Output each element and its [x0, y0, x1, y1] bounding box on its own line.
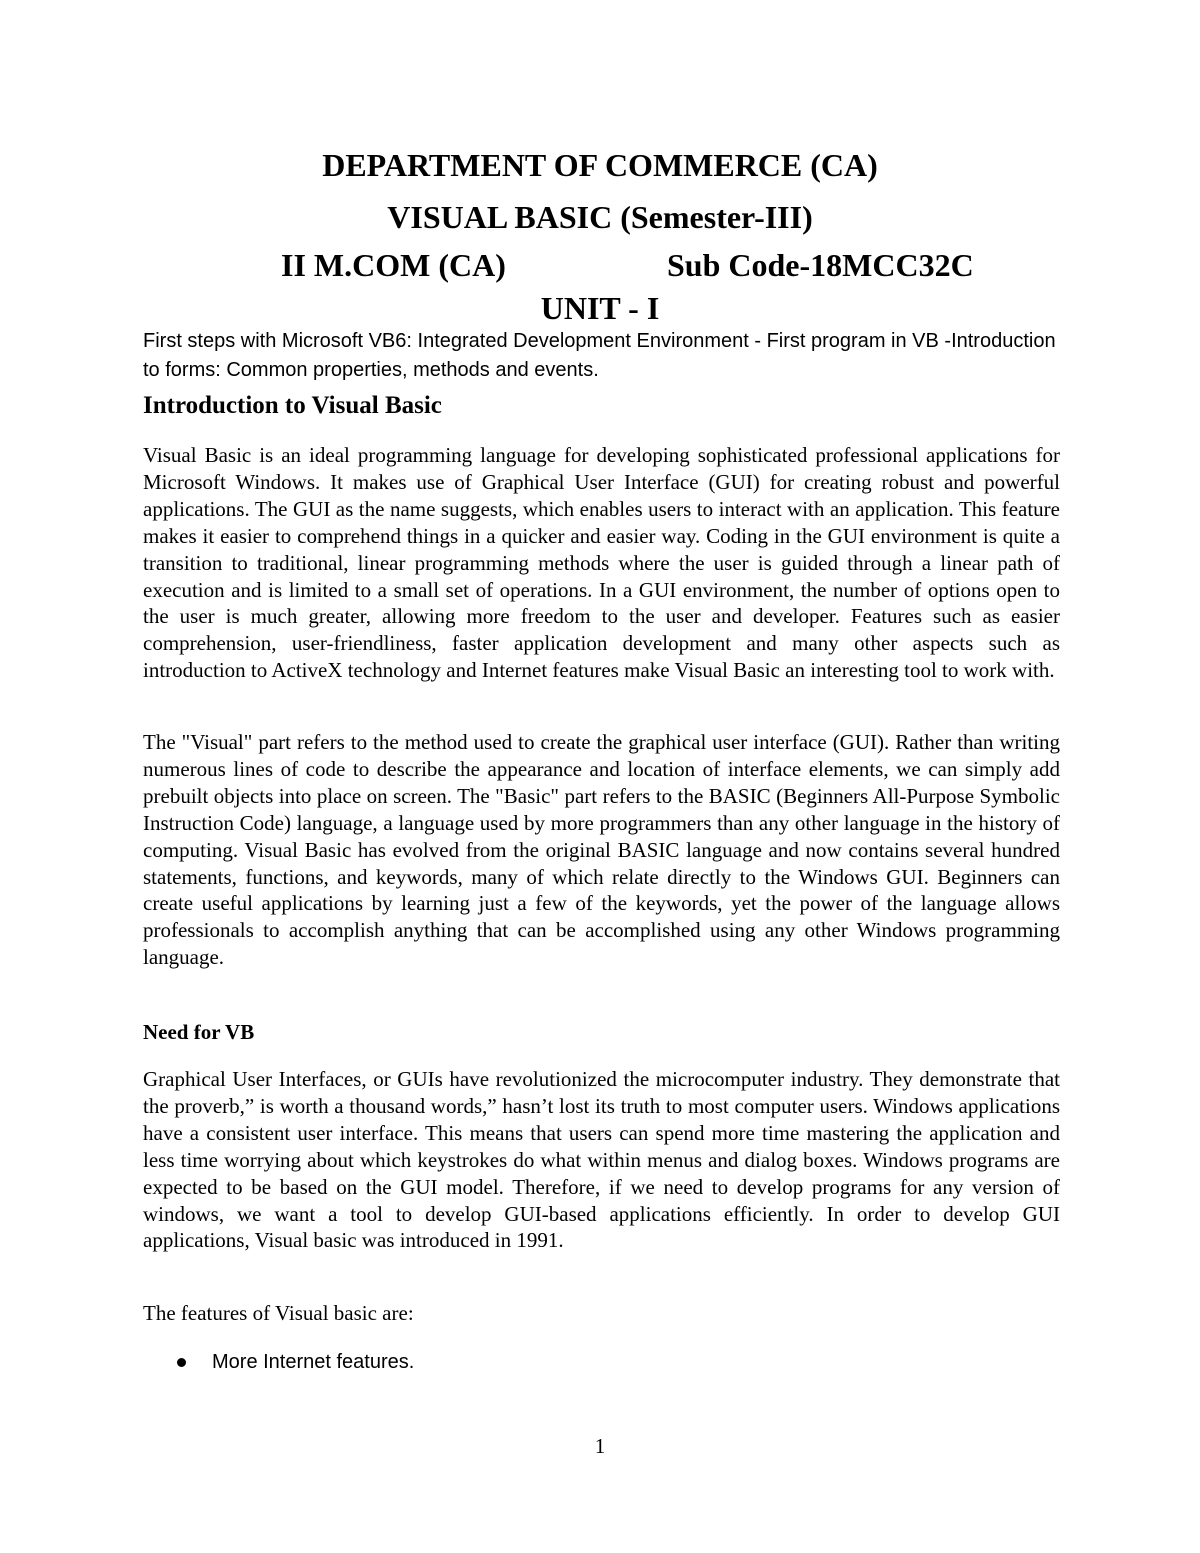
unit-title: UNIT - I	[540, 290, 660, 326]
department-title: DEPARTMENT OF COMMERCE (CA)	[322, 147, 878, 183]
subject-title: VISUAL BASIC (Semester-III)	[387, 199, 813, 235]
need-paragraph: Graphical User Interfaces, or GUIs have revolutionized the microcomputer industry. They demonstrate that the proverb,” is worth a thousand words,” hasn’t lost its truth to most computer users. Windows applications have a consistent user interface. This means that users can spend more time mastering the application and less time worrying about which keystrokes do what within menus and dialog boxes. Windows programs are expected to be based on the GUI model. Therefore, if we need to develop programs for any version of windows, we want a tool to develop GUI-based applications efficiently. In order to develop GUI applications, Visual basic was introduced in 1991.	[143, 1067, 1060, 1253]
page-number: 1	[594, 1434, 606, 1458]
intro-paragraph-1: Visual Basic is an ideal programming language for developing sophisticated professional applications for Microsoft Windows. It makes use of Graphical User Interface (GUI) for creating robust and powerful applications. The GUI as the name suggests, which enables users to interact with an application. This feature makes it easier to comprehend things in a quicker and easier way. Coding in the GUI environment is quite a transition to traditional, linear programming methods where the user is guided through a linear path of execution and is limited to a small set of operations. In a GUI environment, the number of options open to the user is much greater, allowing more freedom to the user and developer. Features such as easier comprehension, user-friendliness, faster application development and many other aspects such as introduction to ActiveX technology and Internet features make Visual Basic an interesting tool to work with.	[143, 443, 1060, 683]
subject-code: Sub Code-18MCC32C	[667, 247, 974, 283]
section-heading-need: Need for VB	[143, 1020, 255, 1044]
list-item	[143, 1348, 1043, 1376]
feature-list	[143, 1348, 1043, 1376]
section-heading-intro: Introduction to Visual Basic	[143, 392, 442, 419]
unit-syllabus: First steps with Microsoft VB6: Integrated Development Environment - First program in VB -Introduction to forms: Common properties, methods and events.	[143, 330, 1056, 381]
bullet-icon	[177, 1358, 186, 1367]
intro-paragraph-2: The "Visual" part refers to the method used to create the graphical user interface (GUI). Rather than writing numerous lines of code to describe the appearance and location of interface elements, we can simply add prebuilt objects into place on screen. The "Basic" part refers to the BASIC (Beginners All-Purpose Symbolic Instruction Code) language, a language used by more programmers than any other language in the history of computing. Visual Basic has evolved from the original BASIC language and now contains several hundred statements, functions, and keywords, many of which relate directly to the Windows GUI. Beginners can create useful applications by learning just a few of the keywords, yet the power of the language allows professionals to accomplish anything that can be accomplished using any other Windows programming language.	[143, 730, 1060, 970]
course-name: II M.COM (CA)	[281, 247, 506, 283]
feature-text: More Internet features.	[212, 1351, 415, 1373]
features-intro: The features of Visual basic are:	[143, 1301, 414, 1325]
course-row	[0, 245, 1200, 285]
